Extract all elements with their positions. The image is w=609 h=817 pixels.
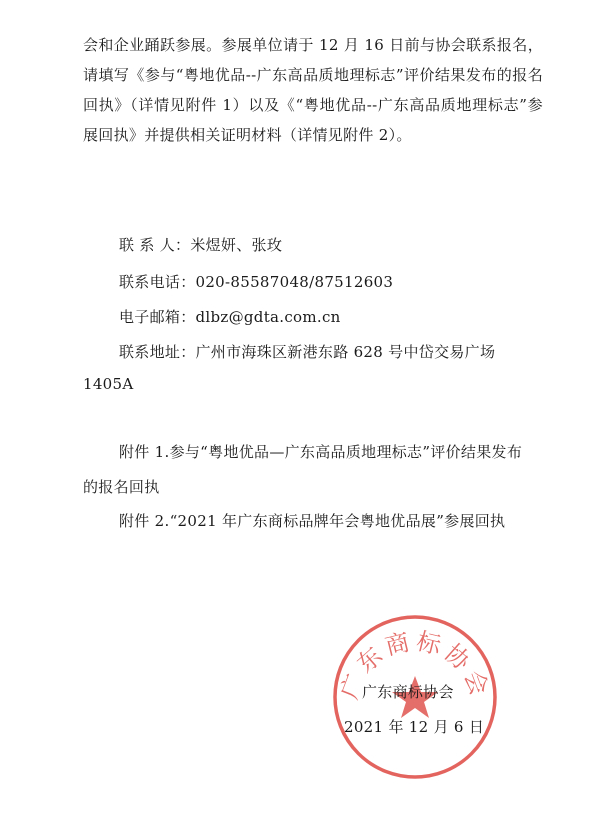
contact-address: 联系地址：广州市海珠区新港东路 628 号中岱交易广场 [119, 343, 496, 361]
signature-org: 广东商标协会 [362, 683, 454, 701]
contact-phone: 联系电话：020-85587048/87512603 [119, 273, 394, 291]
contact-person: 联 系 人：米煜妍、张玫 [119, 236, 283, 254]
attachment-2: 附件 2.“2021 年广东商标品牌年会粤地优品展”参展回执 [119, 512, 506, 530]
seal-arc-text: 广东商标协会 [335, 626, 495, 703]
attachment-1: 附件 1.参与“粤地优品—广东高品质地理标志”评价结果发布 [119, 443, 523, 461]
signature-date: 2021 年 12 月 6 日 [344, 718, 485, 736]
attachment-1-cont: 的报名回执 [83, 478, 160, 496]
contact-email: 电子邮箱：dlbz@gdta.com.cn [119, 308, 341, 326]
intro-paragraph: 会和企业踊跃参展。参展单位请于 12 月 16 日前与协会联系报名，请填写《参与“粤地优品--广东高品质地理标志”评价结果发布的报名回执》（详情见附件 1）以及《“粤地优品--广东高品质地理标志”参展回执》并提供相关证明材料（详情见附件 2）。 [83, 36, 543, 144]
contact-address-cont: 1405A [83, 375, 134, 393]
